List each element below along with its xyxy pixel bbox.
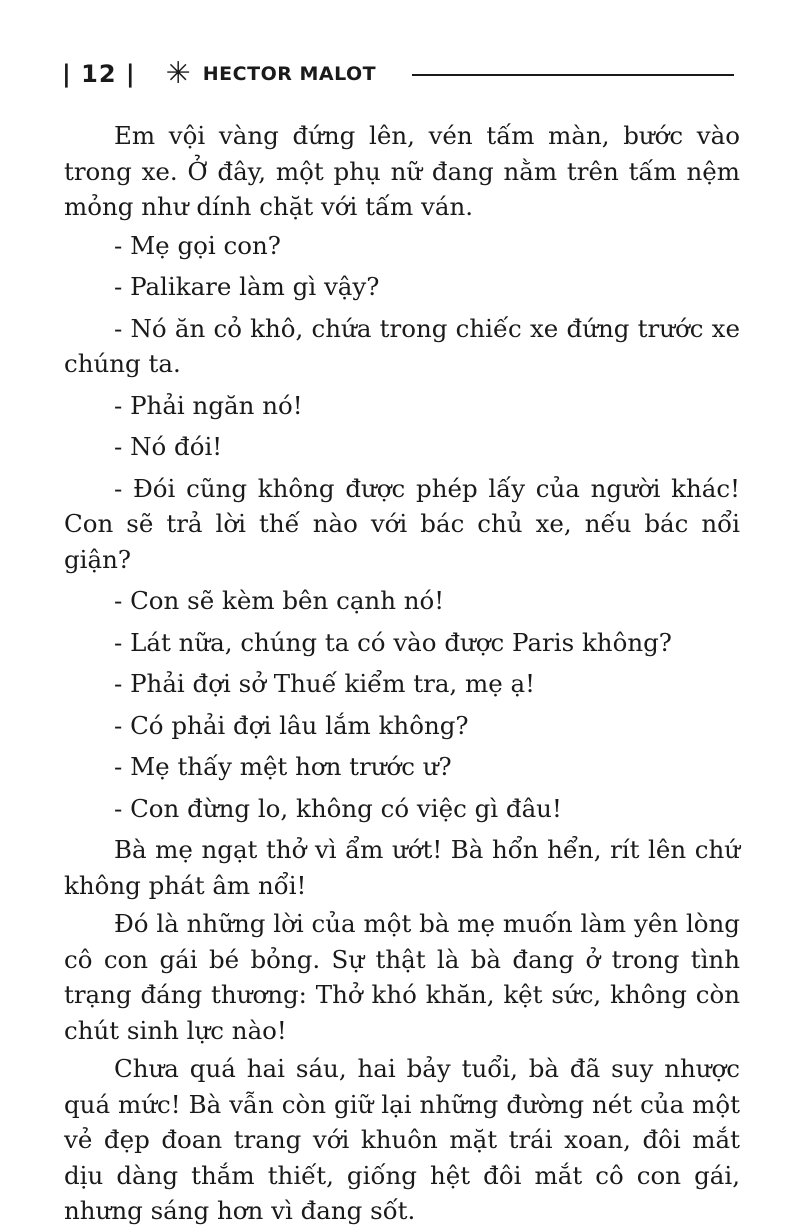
dialogue-line: - Nó ăn cỏ khô, chứa trong chiếc xe đứng trước xe chúng ta. bbox=[64, 313, 740, 378]
paragraph: Đó là những lời của một bà mẹ muốn làm yên lòng cô con gái bé bỏng. Sự thật là bà đang ở trong tình trạng đáng thương: Thở khó khăn, kệt sức, không còn chút sinh lực nào! bbox=[64, 909, 740, 1045]
dialogue-line: - Có phải đợi lâu lắm không? bbox=[114, 710, 469, 740]
paragraph: Chưa quá hai sáu, hai bảy tuổi, bà đã suy nhược quá mức! Bà vẫn còn giữ lại những đường nét của một vẻ đẹp đoan trang với khuôn mặt trái xoan, đôi mắt dịu dàng thắm thiết, giống hệt đôi mắt cô con gái, nhưng sáng hơn vì đang sốt. bbox=[64, 1054, 740, 1225]
paragraph: Bà mẹ ngạt thở vì ẩm ướt! Bà hổn hển, rít lên chứ không phát âm nổi! bbox=[64, 835, 740, 900]
dialogue-line: - Lát nữa, chúng ta có vào được Paris không? bbox=[114, 627, 672, 657]
dialogue-line: - Phải đợi sở Thuế kiểm tra, mẹ ạ! bbox=[114, 669, 535, 698]
dialogue-line: - Con sẽ kèm bên cạnh nó! bbox=[114, 586, 445, 615]
page-number: | 12 | bbox=[62, 60, 136, 88]
body-text bbox=[64, 118, 740, 1232]
dialogue-line: - Nó đói! bbox=[114, 432, 223, 461]
dialogue-line: - Mẹ gọi con? bbox=[114, 230, 281, 260]
asterisk-ornament-icon: ✳ bbox=[165, 56, 191, 91]
paragraph: Em vội vàng đứng lên, vén tấm màn, bước vào trong xe. Ở đây, một phụ nữ đang nằm trên tấm nệm mỏng như dính chặt với tấm ván. bbox=[64, 121, 740, 221]
dialogue-line: - Con đừng lo, không có việc gì đâu! bbox=[114, 793, 562, 823]
dialogue-line: - Đói cũng không được phép lấy của người khác! Con sẽ trả lời thế nào với bác chủ xe, nếu bác nổi giận? bbox=[64, 473, 740, 574]
author-name: HECTOR MALOT bbox=[202, 63, 377, 85]
header-rule bbox=[412, 74, 734, 76]
dialogue-line: - Phải ngăn nó! bbox=[114, 390, 303, 420]
dialogue-line: - Palikare làm gì vậy? bbox=[114, 272, 380, 301]
dialogue-line: - Mẹ thấy mệt hơn trước ư? bbox=[114, 752, 452, 781]
